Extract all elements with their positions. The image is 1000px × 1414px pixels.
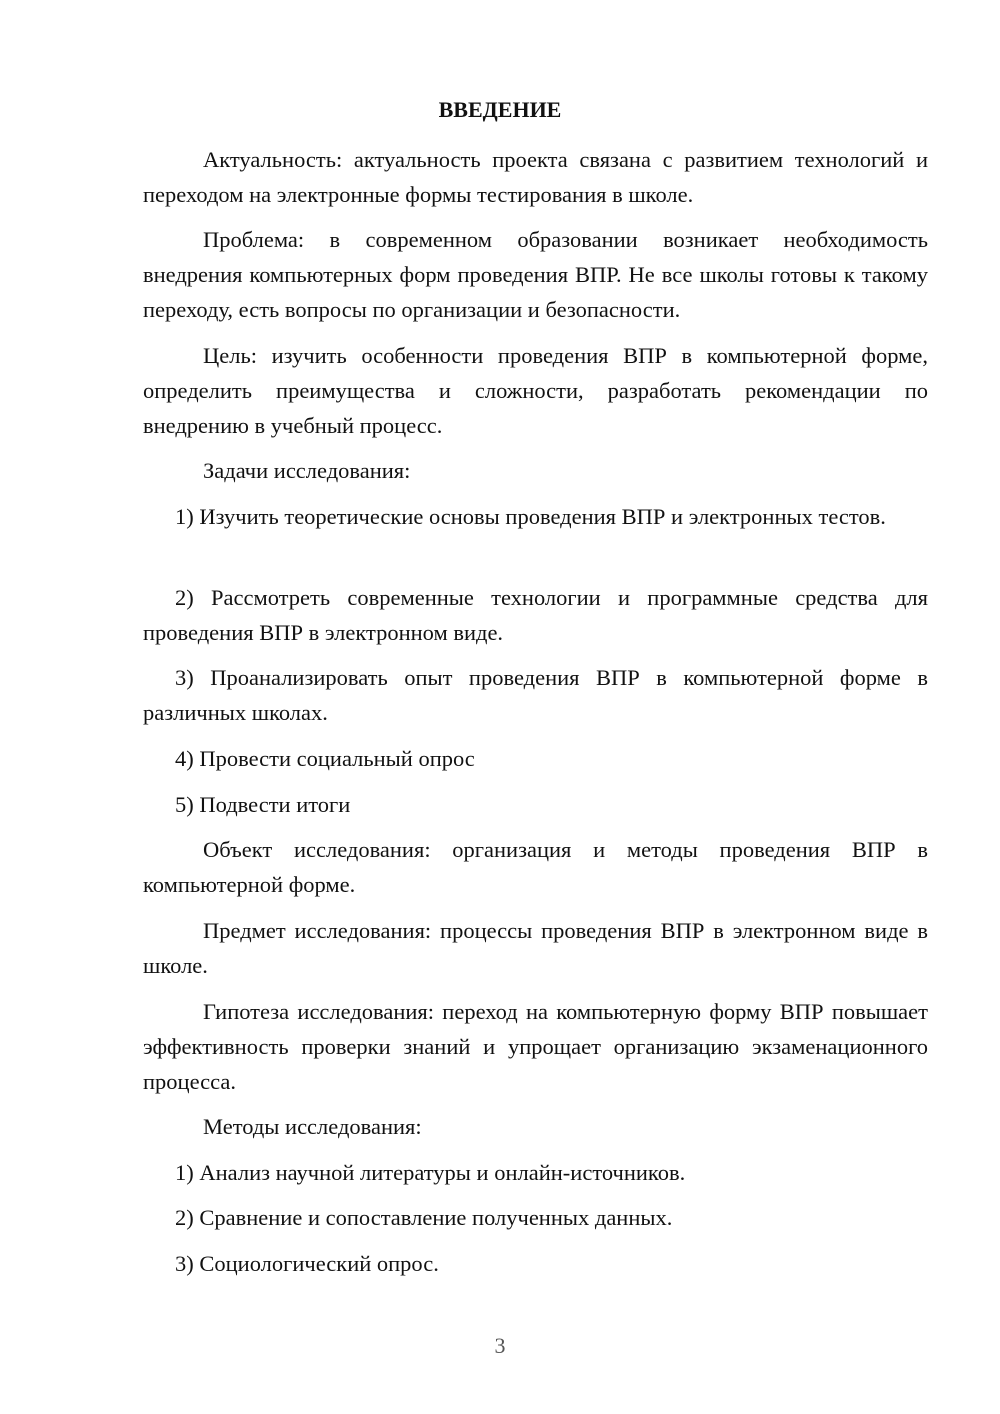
method-item: 2) Сравнение и сопоставление полученных данных. [175, 1205, 673, 1230]
task-item: 5) Подвести итоги [175, 792, 351, 817]
task-item: 4) Провести социальный опрос [175, 746, 475, 771]
page-number: 3 [494, 1333, 506, 1358]
paragraph-hypothesis: Гипотеза исследования: переход на компьютерную форму ВПР повышает эффективность проверки знаний и упрощает организацию экзаменационного процесса. [143, 999, 928, 1094]
paragraph-subject: Предмет исследования: процессы проведения ВПР в электронном виде в школе. [143, 918, 928, 978]
paragraph-goal: Цель: изучить особенности проведения ВПР в компьютерной форме, определить преимущества и сложности, разработать рекомендации по внедрению в учебный процесс. [143, 343, 928, 438]
task-item: 3) Проанализировать опыт проведения ВПР в компьютерной форме в различных школах. [143, 665, 928, 725]
method-item: 1) Анализ научной литературы и онлайн-источников. [175, 1160, 686, 1185]
paragraph-object: Объект исследования: организация и методы проведения ВПР в компьютерной форме. [143, 837, 928, 897]
paragraph-relevance: Актуальность: актуальность проекта связана с развитием технологий и переходом на электронные формы тестирования в школе. [143, 147, 928, 207]
tasks-heading: Задачи исследования: [203, 458, 411, 483]
method-item: 3) Социологический опрос. [175, 1251, 439, 1276]
page-title: ВВЕДЕНИЕ [438, 97, 562, 122]
methods-heading: Методы исследования: [203, 1114, 422, 1139]
paragraph-problem: Проблема: в современном образовании возникает необходимость внедрения компьютерных форм проведения ВПР. Не все школы готовы к такому переходу, есть вопросы по организации и безопасности. [143, 227, 928, 322]
task-item: 2) Рассмотреть современные технологии и программные средства для проведения ВПР в электронном виде. [143, 585, 928, 645]
task-item: 1) Изучить теоретические основы проведения ВПР и электронных тестов. [175, 504, 886, 529]
